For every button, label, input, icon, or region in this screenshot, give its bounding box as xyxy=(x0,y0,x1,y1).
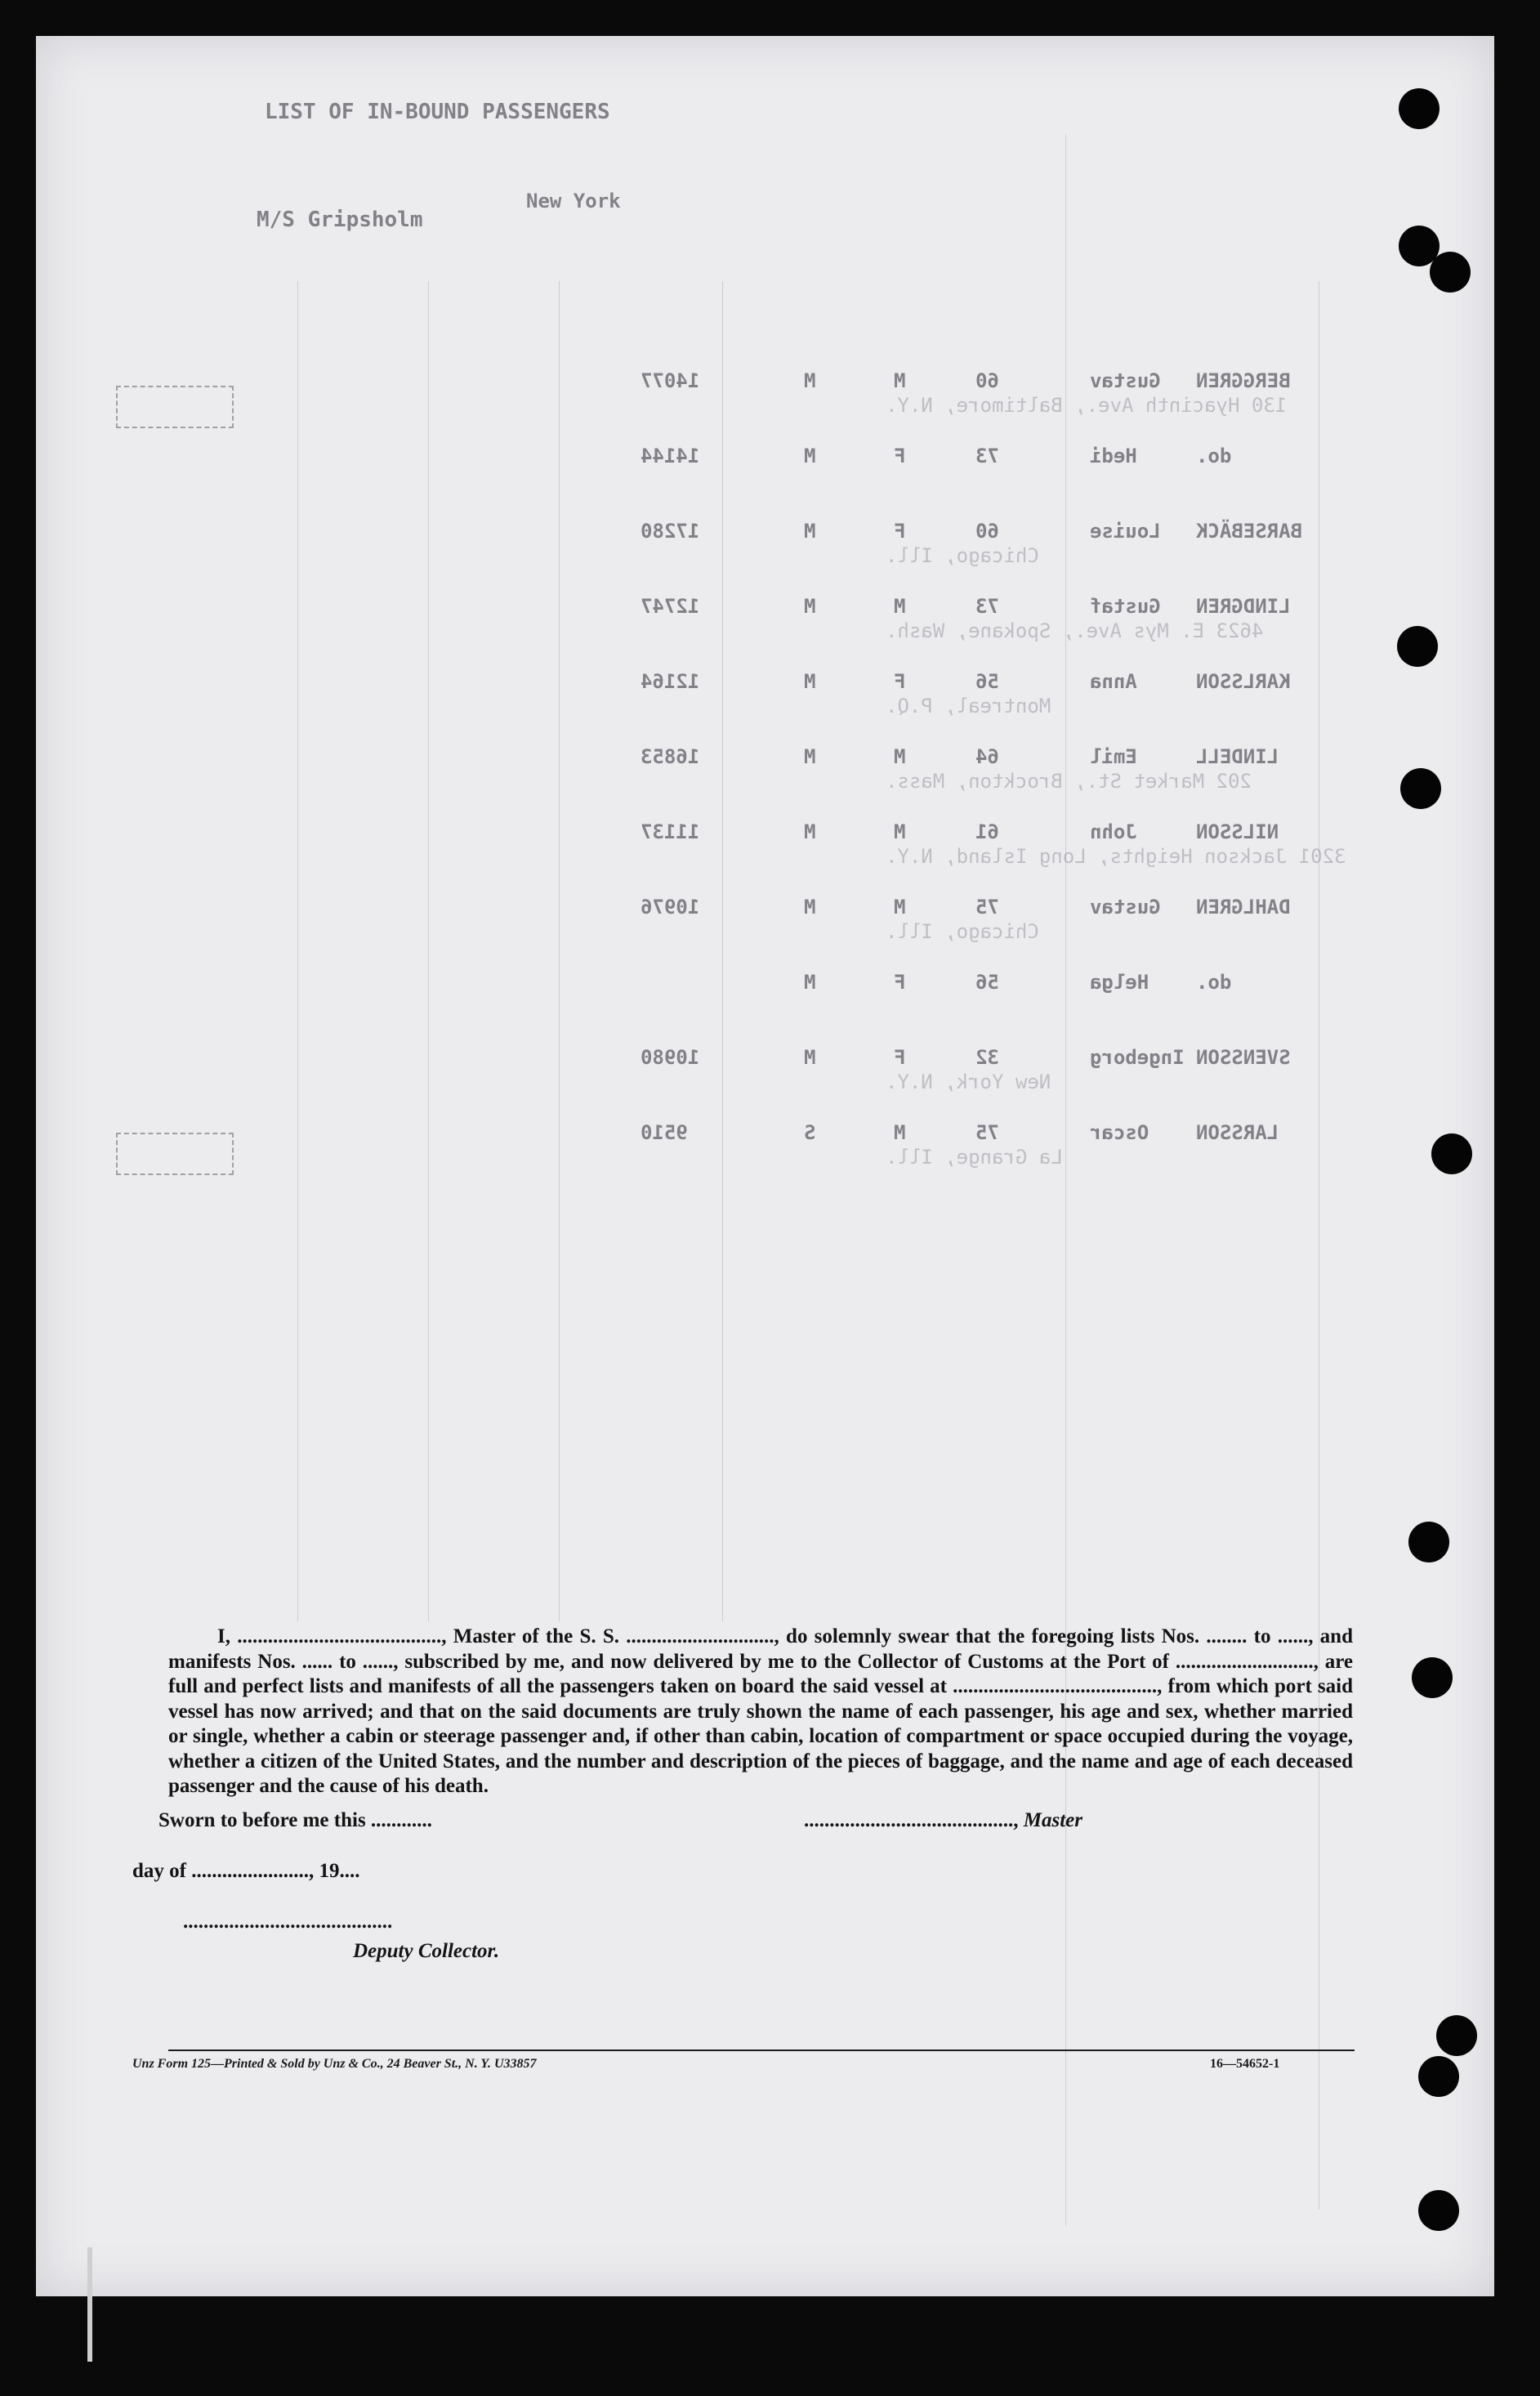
passenger-address: La Grange, Ill. xyxy=(886,1146,1063,1169)
passenger-age: 73 xyxy=(975,595,999,618)
passenger-surname: KARLSSON xyxy=(1196,670,1291,693)
passenger-marital-status: M xyxy=(804,971,816,994)
master-label: Master xyxy=(1023,1809,1082,1831)
column-line xyxy=(1065,134,1066,2226)
passenger-number: 16853 xyxy=(641,745,700,768)
passenger-address: 4623 E. Mys Ave., Spokane, Wash. xyxy=(886,619,1264,642)
passenger-surname: SVENSSON xyxy=(1196,1046,1291,1069)
passenger-surname: BERGGREN xyxy=(1196,369,1291,392)
passenger-marital-status: M xyxy=(804,520,816,543)
passenger-marital-status: M xyxy=(804,369,816,392)
punch-hole xyxy=(1412,1657,1453,1698)
punch-hole xyxy=(1430,252,1471,293)
passenger-address: 130 Hyacinth Ave., Baltimore, N.Y. xyxy=(886,394,1288,417)
deputy-dots: ......................................... xyxy=(183,1911,393,1933)
passenger-surname: LINDELL xyxy=(1196,745,1279,768)
footer-rule xyxy=(168,2050,1355,2051)
passenger-sex: F xyxy=(894,520,906,543)
passenger-marital-status: M xyxy=(804,896,816,919)
passenger-number: 14144 xyxy=(641,445,700,467)
passenger-address: Chicago, Ill. xyxy=(886,544,1039,567)
passenger-marital-status: M xyxy=(804,1046,816,1069)
passenger-number: 9510 xyxy=(641,1121,688,1144)
punch-hole xyxy=(1408,1522,1449,1562)
passenger-marital-status: M xyxy=(804,745,816,768)
oath-paragraph xyxy=(168,1625,1353,1799)
passenger-surname: do. xyxy=(1196,971,1232,994)
passenger-sex: F xyxy=(894,445,906,467)
passenger-number: 12747 xyxy=(641,595,700,618)
passenger-marital-status: M xyxy=(804,670,816,693)
passenger-given-name: John xyxy=(1090,820,1137,843)
punch-hole xyxy=(1431,1133,1472,1174)
passenger-sex: F xyxy=(894,971,906,994)
passenger-age: 75 xyxy=(975,1121,999,1144)
passenger-address: Chicago, Ill. xyxy=(886,920,1039,943)
column-line xyxy=(722,281,723,1621)
punch-hole xyxy=(1418,2190,1459,2231)
passenger-surname: BARSEBÄCK xyxy=(1196,520,1303,543)
passenger-age: 64 xyxy=(975,745,999,768)
passenger-given-name: Anna xyxy=(1090,670,1137,693)
column-line xyxy=(297,281,298,1621)
passenger-age: 56 xyxy=(975,971,999,994)
faded-title: LIST OF IN-BOUND PASSENGERS xyxy=(265,100,610,124)
passenger-address: New York, N.Y. xyxy=(886,1071,1051,1093)
column-line xyxy=(559,281,560,1621)
passenger-surname: DAHLGREN xyxy=(1196,896,1291,919)
passenger-sex: M xyxy=(894,595,906,618)
passenger-sex: M xyxy=(894,820,906,843)
passenger-age: 32 xyxy=(975,1046,999,1069)
passenger-marital-status: M xyxy=(804,445,816,467)
passenger-given-name: Helga xyxy=(1090,971,1149,994)
passenger-surname: LINDGREN xyxy=(1196,595,1291,618)
passenger-given-name: Oscar xyxy=(1090,1121,1149,1144)
passenger-sex: F xyxy=(894,1046,906,1069)
passenger-given-name: Gustav xyxy=(1090,896,1161,919)
passenger-address: 3201 Jackson Heights, Long Island, N.Y. xyxy=(886,845,1346,868)
passenger-address: 202 Market St., Brockton, Mass. xyxy=(886,770,1252,793)
passenger-given-name: Ingeborg xyxy=(1090,1046,1185,1069)
form-number: 16—54652-1 xyxy=(1210,2057,1280,2071)
binding-mark xyxy=(87,2247,92,2362)
passenger-sex: M xyxy=(894,745,906,768)
passenger-sex: F xyxy=(894,670,906,693)
punch-hole xyxy=(1436,2015,1477,2056)
passenger-address: Montreal, P.Q. xyxy=(886,695,1051,717)
passenger-number: 10976 xyxy=(641,896,700,919)
sworn-line: Sworn to before me this ............ xyxy=(158,1809,432,1831)
deputy-collector-label: Deputy Collector. xyxy=(353,1940,500,1962)
punch-hole xyxy=(1399,88,1440,129)
master-signature-line xyxy=(804,1809,1082,1832)
manifest-page xyxy=(36,36,1494,2296)
passenger-age: 60 xyxy=(975,520,999,543)
passenger-given-name: Emil xyxy=(1090,745,1137,768)
passenger-sex: M xyxy=(894,1121,906,1144)
vessel-name: M/S Gripsholm xyxy=(257,208,423,232)
passenger-number: 12164 xyxy=(641,670,700,693)
passenger-number: 11137 xyxy=(641,820,700,843)
passenger-given-name: Gustav xyxy=(1090,369,1161,392)
passenger-number: 17280 xyxy=(641,520,700,543)
passenger-age: 56 xyxy=(975,670,999,693)
column-line xyxy=(428,281,429,1621)
passenger-given-name: Louise xyxy=(1090,520,1161,543)
stamp-box xyxy=(116,386,234,428)
passenger-given-name: Hedi xyxy=(1090,445,1137,467)
passenger-age: 61 xyxy=(975,820,999,843)
punch-hole xyxy=(1400,768,1441,809)
passenger-age: 75 xyxy=(975,896,999,919)
passenger-sex: M xyxy=(894,896,906,919)
day-line: day of ......................., 19.... xyxy=(132,1860,360,1882)
passenger-age: 73 xyxy=(975,445,999,467)
passenger-marital-status: M xyxy=(804,820,816,843)
punch-hole xyxy=(1397,626,1438,667)
passenger-age: 60 xyxy=(975,369,999,392)
oath-text: I, ........................................, Master of the S. S. ............................., do solemnly swear that the foregoing lists Nos. ........ to ......, and manifests Nos. ...... to ......, subscribed by me, and now delivered by me to the Collector of Customs at the Port of ..........................., are full and perfect lists and manifests of all the passengers taken on board the said vessel at ........................................, from which port said vessel has now arrived; and that on the said documents are truly shown the name of each passenger, his age and sex, whether married or single, whether a cabin or steerage passenger and, if other than cabin, location of compartment or space occupied during the voyage, whether a citizen of the United States, and the number and description of the pieces of baggage, and the name and age of each deceased passenger and the cause of his death. xyxy=(168,1625,1353,1797)
passenger-surname: LARSSON xyxy=(1196,1121,1279,1144)
passenger-surname: NILSSON xyxy=(1196,820,1279,843)
passenger-number: 10980 xyxy=(641,1046,700,1069)
passenger-surname: do. xyxy=(1196,445,1232,467)
stamp-box xyxy=(116,1133,234,1175)
punch-hole xyxy=(1418,2056,1459,2097)
port-name: New York xyxy=(526,190,621,212)
passenger-given-name: Gustaf xyxy=(1090,595,1161,618)
printer-imprint: Unz Form 125—Printed & Sold by Unz & Co., 24 Beaver St., N. Y. U33857 xyxy=(132,2057,537,2071)
passenger-marital-status: M xyxy=(804,595,816,618)
master-dots: ........................................., xyxy=(804,1809,1024,1831)
passenger-marital-status: S xyxy=(804,1121,816,1144)
passenger-number: 14077 xyxy=(641,369,700,392)
passenger-sex: M xyxy=(894,369,906,392)
